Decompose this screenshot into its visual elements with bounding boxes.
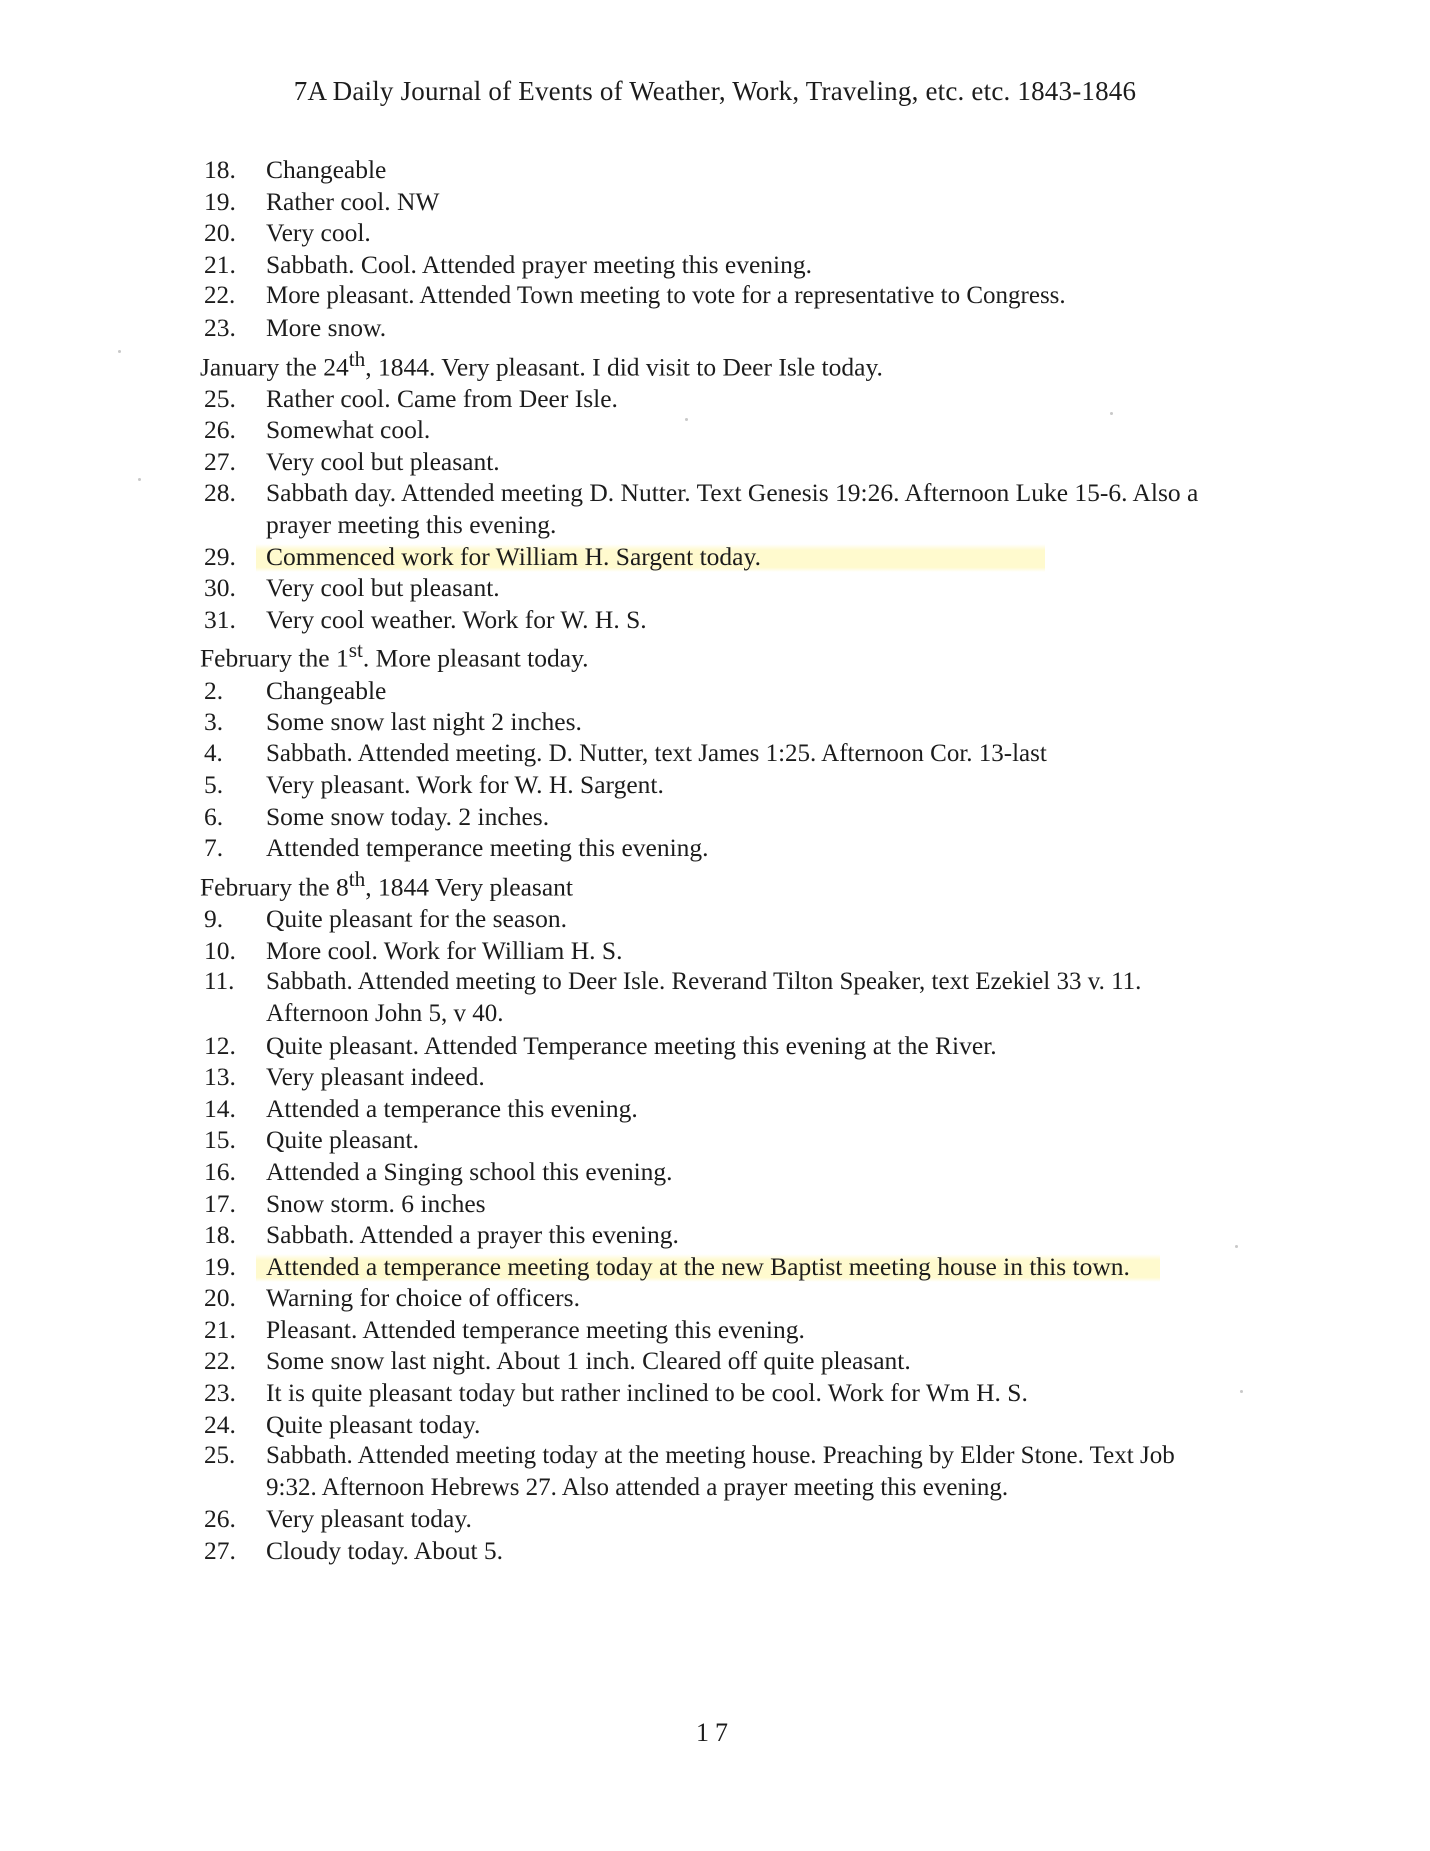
entry-number: 17. (204, 1188, 236, 1218)
entry-text: More cool. Work for William H. S. (266, 935, 623, 965)
entry-feb-10 (200, 935, 1220, 967)
entry-text: Attended a Singing school this evening. (266, 1156, 673, 1186)
entry-number: 2. (204, 675, 224, 705)
entry-number: 6. (204, 801, 224, 831)
entry-number: 23. (204, 1378, 236, 1408)
entry-feb-21 (200, 1314, 1220, 1346)
entry-number: 21. (204, 249, 236, 279)
entry-feb-7 (200, 832, 1220, 864)
entry-number: 31. (204, 604, 236, 634)
entry-number: 25. (204, 1442, 236, 1470)
entry-text: Changeable (266, 675, 387, 705)
entry-text: Warning for choice of officers. (266, 1283, 580, 1313)
entry-text: Rather cool. Came from Deer Isle. (266, 383, 618, 413)
entry-number: 12. (204, 1030, 236, 1060)
entry-text: Some snow last night. About 1 inch. Cleared off quite pleasant. (266, 1346, 911, 1376)
entry-number: 3. (204, 707, 224, 737)
entry-number: 18. (204, 1220, 236, 1250)
entry-number: 19. (204, 186, 236, 216)
entry-jan-28 (200, 477, 1220, 540)
page-header: 7A Daily Journal of Events of Weather, Work, Traveling, etc. etc. 1843-1846 (293, 76, 1137, 106)
entry-feb-6 (200, 801, 1220, 833)
entry-text: Very cool but pleasant. (266, 573, 500, 603)
entry-number: 22. (204, 282, 236, 310)
entry-text: Somewhat cool. (266, 415, 431, 445)
entry-number: 4. (204, 739, 223, 767)
entry-feb-18 (200, 1219, 1220, 1251)
entry-feb-25 (200, 1440, 1220, 1503)
entry-feb-1 (200, 635, 1220, 674)
entry-text: Sabbath. Cool. Attended prayer meeting this evening. (266, 249, 813, 279)
scan-speck (138, 478, 141, 481)
entry-feb-19 (204, 1251, 1160, 1283)
entry-number: 11. (204, 968, 235, 996)
entry-date-suffix: th (348, 867, 366, 892)
entry-text: More snow. (266, 312, 387, 342)
entry-number: 22. (204, 1346, 236, 1376)
page-number: 17 (696, 1718, 734, 1747)
entry-number: 18. (204, 155, 236, 184)
entry-number: 26. (204, 1504, 236, 1534)
entry-text: Very pleasant today. (266, 1504, 472, 1534)
journal-entries (200, 154, 1220, 1567)
entry-feb-2 (200, 675, 1220, 707)
entry-jan-24 (200, 344, 1220, 383)
entry-feb-9 (200, 903, 1220, 935)
entry-number: 16. (204, 1156, 236, 1186)
entry-text: Very cool weather. Work for W. H. S. (266, 604, 647, 634)
entry-number: 23. (204, 312, 236, 342)
entry-jan-19 (200, 186, 1220, 218)
entry-feb-8 (200, 864, 1220, 903)
entry-jan-25 (200, 383, 1220, 415)
entry-jan-23 (200, 312, 1220, 344)
entry-jan-20 (200, 217, 1220, 249)
entry-feb-13 (200, 1061, 1220, 1093)
entry-number: 28. (204, 478, 236, 508)
entry-feb-16 (200, 1156, 1220, 1188)
entry-feb-14 (200, 1093, 1220, 1125)
entry-text: Cloudy today. About 5. (266, 1536, 504, 1566)
entry-number: 5. (204, 770, 224, 800)
entry-number: 24. (204, 1409, 236, 1439)
scan-speck (685, 418, 688, 421)
entry-text: Very cool but pleasant. (266, 446, 500, 476)
entry-text: Quite pleasant. (266, 1125, 419, 1155)
entry-number: 13. (204, 1062, 236, 1092)
entry-text: Sabbath. Attended a prayer this evening. (266, 1220, 679, 1250)
entry-date-suffix: st (348, 638, 363, 663)
entry-number: 20. (204, 218, 236, 248)
entry-text: Very pleasant. Work for W. H. Sargent. (266, 770, 664, 800)
entry-number: 25. (204, 383, 236, 413)
entry-text: Quite pleasant today. (266, 1409, 481, 1439)
entry-text: Commenced work for William H. Sargent today. (266, 541, 761, 571)
entry-text: Some snow today. 2 inches. (266, 801, 550, 831)
entry-text: Snow storm. 6 inches (266, 1188, 486, 1218)
scan-speck (1240, 1390, 1243, 1393)
entry-feb-11 (200, 966, 1220, 1029)
scan-speck (118, 350, 121, 353)
scan-speck (1110, 412, 1113, 415)
entry-text: , 1844. Very pleasant. I did visit to Deer Isle today. (365, 352, 883, 382)
entry-number: 27. (204, 446, 236, 476)
entry-number: 7. (204, 833, 224, 863)
entry-jan-27 (200, 446, 1220, 478)
entry-feb-15 (200, 1124, 1220, 1156)
entry-date: January the 24 (200, 352, 349, 382)
entry-number: 14. (204, 1093, 236, 1123)
entry-feb-5 (200, 769, 1220, 801)
entry-text: Pleasant. Attended temperance meeting this evening. (266, 1314, 805, 1344)
entry-text: Quite pleasant. Attended Temperance meeting this evening at the River. (266, 1030, 997, 1060)
entry-feb-20 (200, 1282, 1220, 1314)
entry-number: 27. (204, 1536, 236, 1566)
entry-feb-23 (200, 1377, 1220, 1409)
entry-text: Sabbath day. Attended meeting D. Nutter. Text Genesis 19:26. Afternoon Luke 15-6. Also a prayer meeting this evening. (266, 478, 1199, 540)
entry-text: Attended a temperance meeting today at the new Baptist meeting house in this town. (266, 1251, 1130, 1281)
entry-feb-12 (200, 1030, 1220, 1062)
entry-jan-22 (200, 280, 1220, 312)
entry-jan-29 (204, 541, 1045, 573)
entry-text: Sabbath. Attended meeting today at the meeting house. Preaching by Elder Stone. Text Job 9:32. Afternoon Hebrews 27. Also attended a prayer meeting this evening. (266, 1442, 1175, 1501)
entry-text: Attended a temperance this evening. (266, 1093, 638, 1123)
entry-number: 19. (204, 1251, 236, 1281)
entry-text: Sabbath. Attended meeting. D. Nutter, text James 1:25. Afternoon Cor. 13-last (266, 739, 1047, 767)
entry-feb-24 (200, 1409, 1220, 1441)
entry-number: 26. (204, 415, 236, 445)
scan-speck (1235, 1245, 1238, 1248)
entry-number: 9. (204, 904, 224, 934)
entry-feb-22 (200, 1345, 1220, 1377)
entry-text: . More pleasant today. (362, 643, 589, 673)
entry-date: February the 8 (200, 872, 349, 902)
entry-text: Very cool. (266, 218, 371, 248)
entry-text: It is quite pleasant today but rather inclined to be cool. Work for Wm H. S. (266, 1378, 1028, 1408)
entry-feb-3 (200, 706, 1220, 738)
entry-feb-4 (200, 738, 1220, 770)
entry-feb-26 (200, 1503, 1220, 1535)
entry-number: 30. (204, 573, 236, 603)
entry-text: More pleasant. Attended Town meeting to vote for a representative to Congress. (266, 282, 1066, 310)
entry-date-suffix: th (348, 346, 366, 371)
entry-jan-18 (200, 154, 1220, 186)
entry-number: 29. (204, 541, 236, 571)
entry-text: Attended temperance meeting this evening. (266, 833, 709, 863)
entry-number: 21. (204, 1314, 236, 1344)
entry-text: Quite pleasant for the season. (266, 904, 567, 934)
entry-jan-30 (200, 572, 1220, 604)
entry-number: 15. (204, 1125, 236, 1155)
entry-text: Sabbath. Attended meeting to Deer Isle. Reverand Tilton Speaker, text Ezekiel 33 v. 11. Afternoon John 5, v 40. (266, 968, 1142, 1027)
entry-number: 10. (204, 935, 236, 965)
entry-text: , 1844 Very pleasant (365, 872, 573, 902)
entry-jan-26 (200, 414, 1220, 446)
entry-text: Some snow last night 2 inches. (266, 707, 582, 737)
entry-text: Very pleasant indeed. (266, 1062, 485, 1092)
entry-feb-27 (200, 1535, 1220, 1567)
entry-date: February the 1 (200, 643, 349, 673)
entry-text: Rather cool. NW (266, 186, 440, 216)
entry-jan-31 (200, 604, 1220, 636)
entry-jan-21 (200, 249, 1220, 281)
entry-text: Changeable (266, 155, 387, 184)
entry-number: 20. (204, 1283, 236, 1313)
entry-feb-17 (200, 1188, 1220, 1220)
